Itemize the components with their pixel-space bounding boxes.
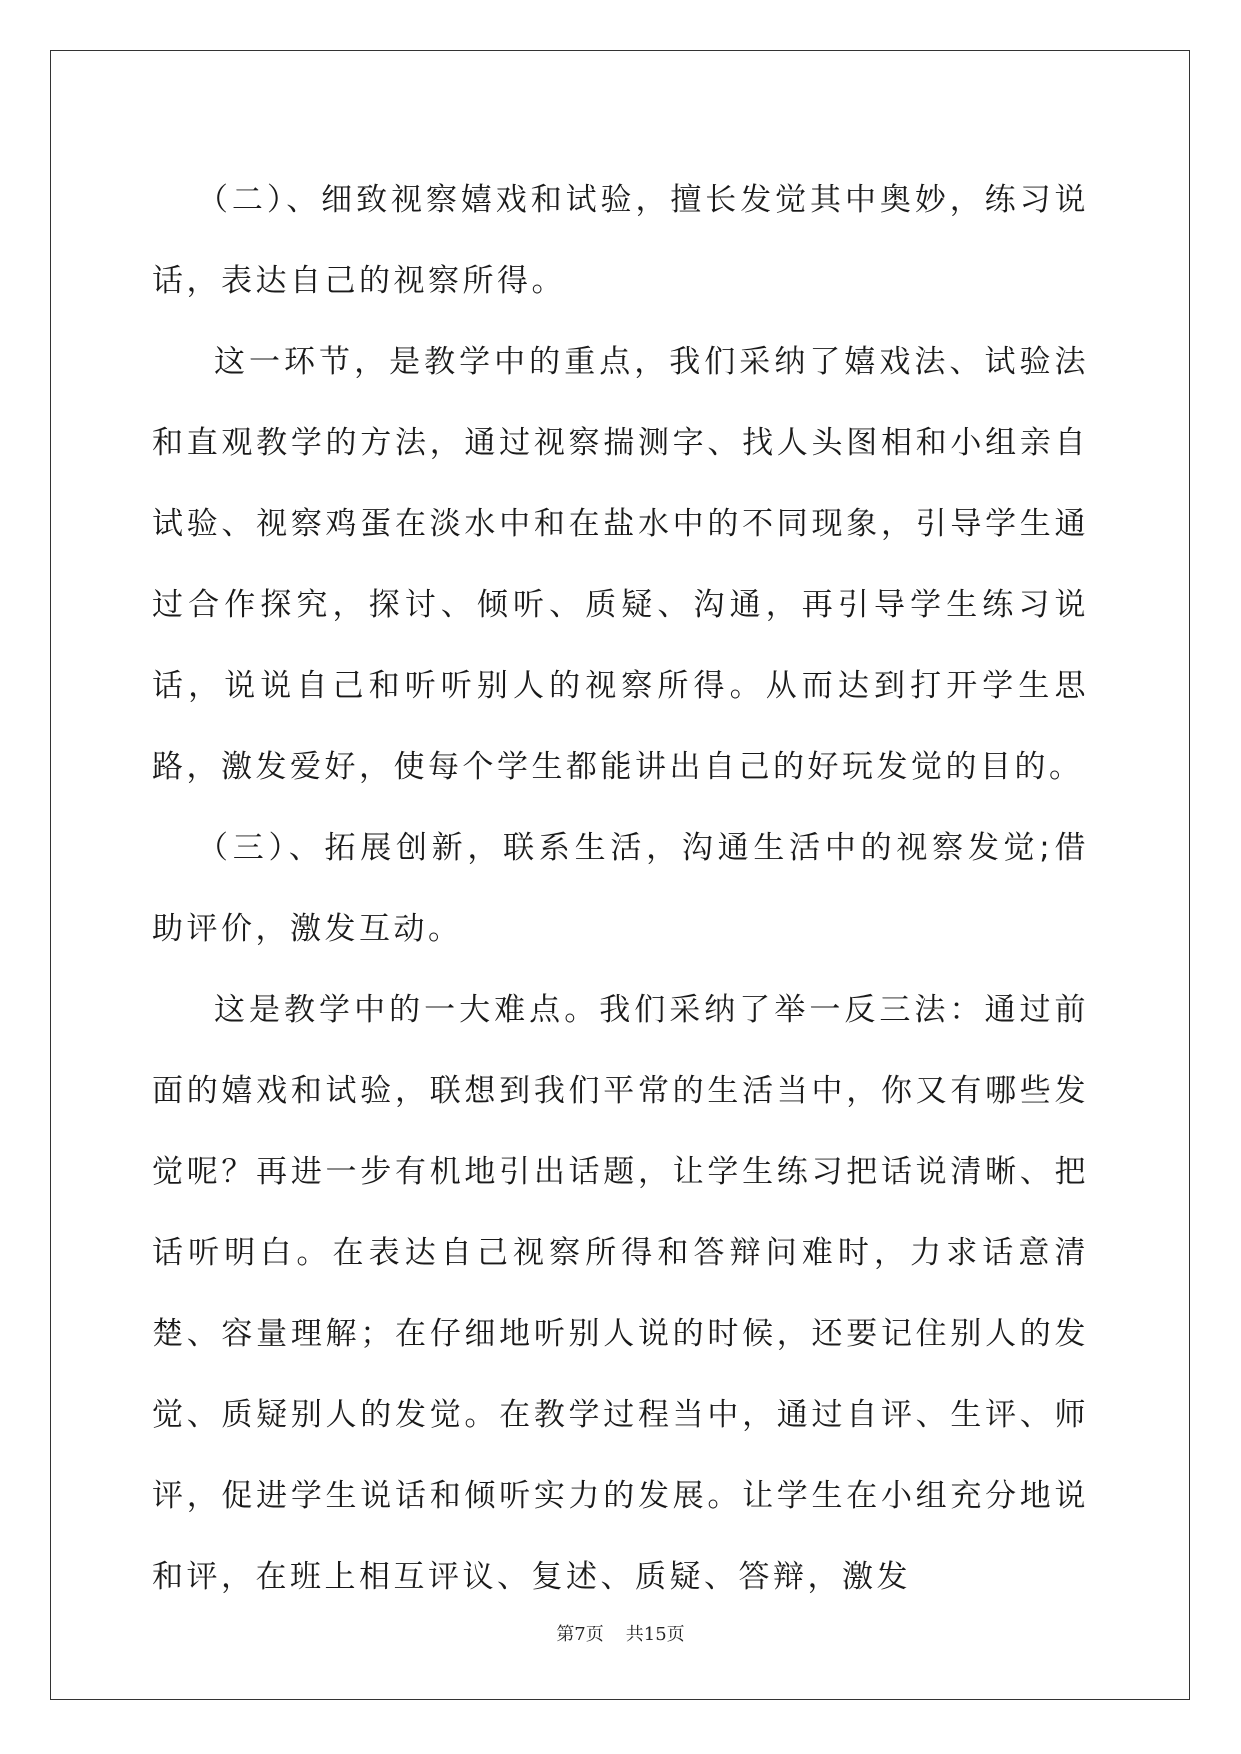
page-footer: [0, 1620, 1241, 1646]
document-body: [152, 160, 1089, 1618]
page-total: 共15页: [625, 1624, 685, 1645]
page-number: 第7页: [556, 1624, 604, 1645]
body-paragraph: 这是教学中的一大难点。我们采纳了举一反三法：通过前面的嬉戏和试验，联想到我们平常的生活当中，你又有哪些发觉呢？再进一步有机地引出话题，让学生练习把话说清晰、把话听明白。在表达自己视察所得和答辩问难时，力求话意清楚、容量理解；在仔细地听别人说的时候，还要记住别人的发觉、质疑别人的发觉。在教学过程当中，通过自评、生评、师评，促进学生说话和倾听实力的发展。让学生在小组充分地说和评，在班上相互评议、复述、质疑、答辩，激发: [152, 992, 1089, 1595]
section-heading-2: （二）、细致视察嬉戏和试验，擅长发觉其中奥妙，练习说话，表达自己的视察所得。: [152, 182, 1089, 299]
section-heading-3: （三）、拓展创新，联系生活，沟通生活中的视察发觉;借助评价，激发互动。: [152, 830, 1089, 947]
body-paragraph: 这一环节，是教学中的重点，我们采纳了嬉戏法、试验法和直观教学的方法，通过视察揣测字、找人头图相和小组亲自试验、视察鸡蛋在淡水中和在盐水中的不同现象，引导学生通过合作探究，探讨、倾听、质疑、沟通，再引导学生练习说话，说说自己和听听别人的视察所得。从而达到打开学生思路，激发爱好，使每个学生都能讲出自己的好玩发觉的目的。: [152, 344, 1089, 785]
